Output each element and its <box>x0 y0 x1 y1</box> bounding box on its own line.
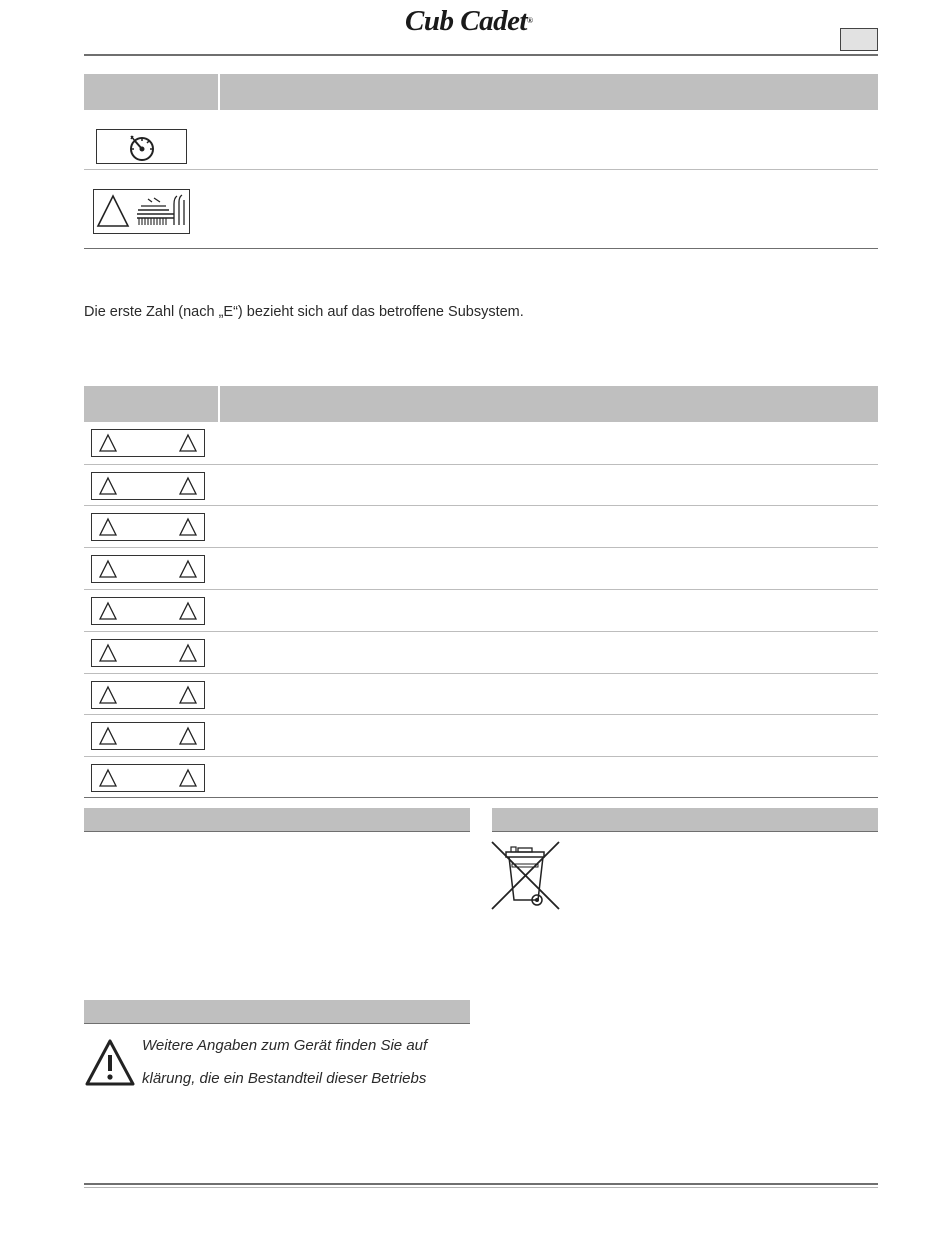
symbol-table-row-divider <box>84 169 878 170</box>
warning-triangle-icon <box>92 556 204 582</box>
error-table-row-divider <box>84 464 878 465</box>
table-row <box>91 722 205 750</box>
table-row <box>91 513 205 541</box>
table-row <box>91 764 205 792</box>
table-row <box>91 555 205 583</box>
symbol-row-1-icon-box <box>96 129 187 164</box>
table-row <box>91 639 205 667</box>
error-table-row-divider <box>84 505 878 506</box>
error-table-row-divider <box>84 714 878 715</box>
left-section-header <box>84 808 470 831</box>
warning-mowing-deck-icon <box>94 190 189 233</box>
right-section-header <box>492 808 878 831</box>
note-line-1: Weitere Angaben zum Gerät finden Sie auf <box>142 1037 428 1054</box>
table-row <box>91 597 205 625</box>
error-code-box <box>91 429 205 457</box>
error-table-row-divider <box>84 589 878 590</box>
left-section-rule <box>84 831 470 832</box>
header-rule <box>84 54 878 56</box>
warning-triangle-icon <box>92 598 204 624</box>
page-number-box <box>840 28 878 51</box>
error-table-header-divider <box>218 386 220 422</box>
warning-exclamation-icon <box>84 1038 136 1088</box>
error-code-box <box>91 722 205 750</box>
warning-triangle-icon <box>92 514 204 540</box>
symbol-row-2-icon-box <box>93 189 190 234</box>
table-row <box>91 429 205 457</box>
crossed-out-bin-icon <box>490 840 562 912</box>
error-code-box <box>91 472 205 500</box>
footer-rule <box>84 1183 878 1185</box>
warning-triangle-icon <box>92 640 204 666</box>
error-code-box <box>91 555 205 583</box>
footer-rule-thin <box>84 1187 878 1188</box>
error-table-row-divider <box>84 547 878 548</box>
speedometer-icon <box>97 130 186 163</box>
symbol-table-header-divider <box>218 74 220 110</box>
error-table-row-divider <box>84 631 878 632</box>
table-row <box>91 681 205 709</box>
warning-triangle-icon <box>92 682 204 708</box>
table-row <box>91 472 205 500</box>
note-line-2: klärung, die ein Bestandteil dieser Betriebs <box>142 1070 427 1087</box>
error-code-box <box>91 597 205 625</box>
brand-name: Cub Cadet <box>405 5 527 37</box>
right-section-rule <box>492 831 878 832</box>
warning-triangle-icon <box>92 430 204 456</box>
note-section-header <box>84 1000 470 1023</box>
error-table-row-divider <box>84 673 878 674</box>
intro-text: Die erste Zahl (nach „E“) bezieht sich auf das betroffene Subsystem. <box>84 304 524 320</box>
note-section-rule <box>84 1023 470 1024</box>
error-table-header <box>84 386 878 422</box>
symbol-table-header <box>84 74 878 110</box>
error-code-box <box>91 513 205 541</box>
brand-registered-mark: ® <box>527 16 533 25</box>
error-table-bottom-rule <box>84 797 878 798</box>
error-code-box <box>91 681 205 709</box>
error-code-box <box>91 639 205 667</box>
warning-triangle-icon <box>92 473 204 499</box>
symbol-table-bottom-rule <box>84 248 878 249</box>
error-table-row-divider <box>84 756 878 757</box>
brand-logo <box>405 5 580 37</box>
warning-triangle-icon <box>92 723 204 749</box>
warning-triangle-icon <box>92 765 204 791</box>
error-code-box <box>91 764 205 792</box>
